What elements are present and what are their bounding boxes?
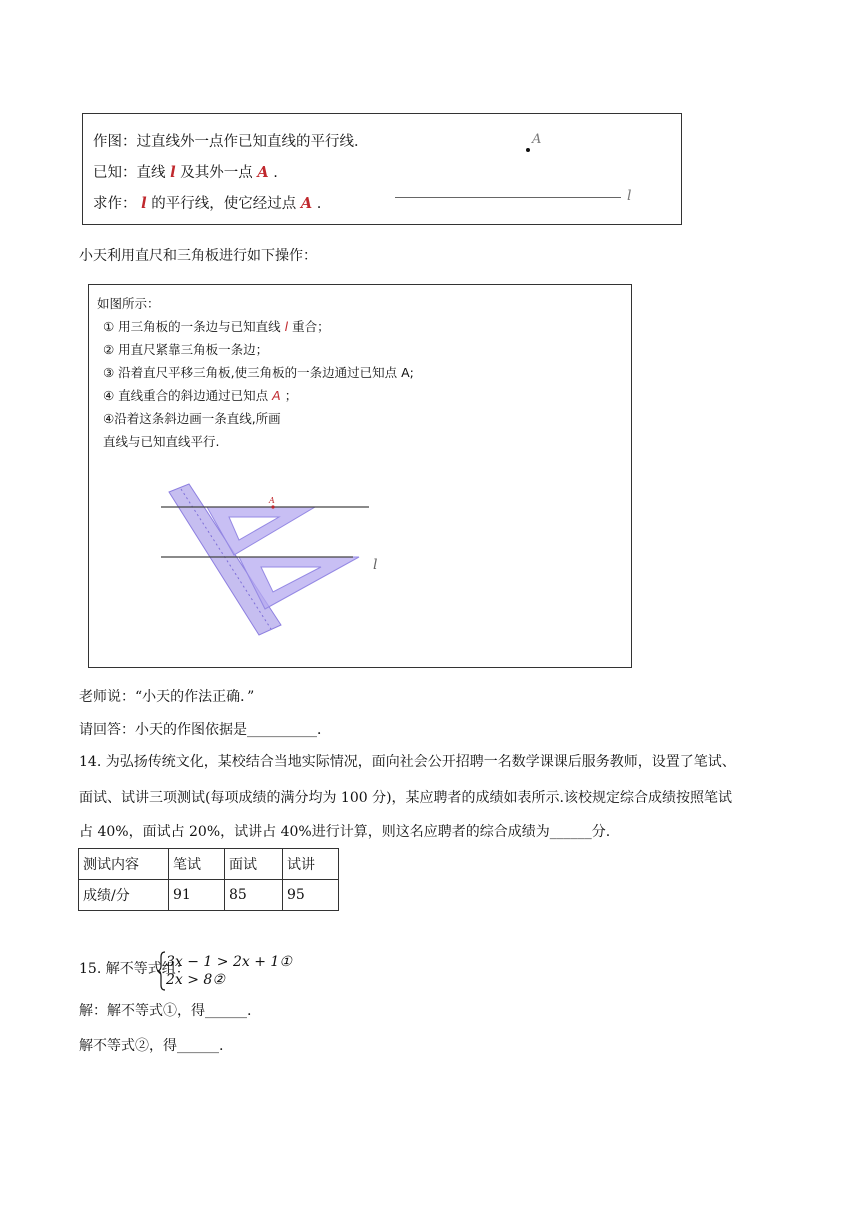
table-header-row [79, 849, 339, 880]
point-a-label: A [532, 132, 542, 147]
q15-label: 15. 解不等式组： [79, 961, 190, 977]
ruler-triangle-figure [89, 285, 633, 669]
line-l [395, 197, 621, 198]
point-a-dot [526, 148, 530, 152]
point-a-mark [271, 505, 274, 508]
task-line-2: 已知：直线 l 及其外一点 A . [93, 164, 278, 181]
inequality-system [166, 953, 292, 989]
task-line-3: 求作： l 的平行线，使它经过点 A . [93, 195, 322, 212]
q14-line-1: 14. 为弘扬传统文化，某校结合当地实际情况，面向社会公开招聘一名数学课课后服务教师，设置了笔试、 [79, 754, 736, 770]
score-table [78, 848, 339, 911]
fig-point-a-label: A [269, 496, 275, 505]
task-line-1: 作图：过直线外一点作已知直线的平行线． [93, 134, 369, 150]
table-cell: 85 [225, 880, 283, 911]
line-l-label: l [627, 188, 632, 204]
step-2: ② 用直尺紧靠三角板一条边； [103, 342, 269, 357]
step-6: 直线与已知直线平行. [103, 434, 220, 449]
step-3: ③ 沿着直尺平移三角板,使三角板的一条边通过已知点 A; [103, 365, 414, 380]
operation-steps-box [88, 284, 632, 668]
step-1: ① 用三角板的一条边与已知直线 l 重合； [103, 319, 330, 334]
table-cell: 91 [169, 880, 225, 911]
table-cell: 95 [283, 880, 339, 911]
teacher-remark: 老师说：“小天的作法正确．” [79, 689, 255, 705]
table-cell: 测试内容 [79, 849, 169, 880]
intro-text: 小天利用直尺和三角板进行如下操作： [79, 248, 317, 264]
q14-line-2: 面试、试讲三项测试(每项成绩的满分均为 100 分)，某应聘者的成绩如表所示.该校规定综合成绩按照笔试 [79, 790, 732, 806]
table-cell: 面试 [225, 849, 283, 880]
q15-solution-2: 解不等式②，得______. [79, 1038, 224, 1054]
step-5: ④沿着这条斜边画一条直线,所画 [103, 411, 281, 426]
q15-solution-1: 解：解不等式①，得______. [79, 1003, 252, 1019]
table-row [79, 880, 339, 911]
step-4: ④ 直线重合的斜边通过已知点 A ； [103, 388, 298, 403]
inequality-1: 3x − 1 > 2x + 1① [166, 954, 292, 970]
q14-line-3: 占 40%，面试占 20%，试讲占 40%进行计算，则这名应聘者的综合成绩为______分. [79, 824, 611, 840]
inequality-2: 2x > 8② [166, 972, 225, 988]
table-cell: 成绩/分 [79, 880, 169, 911]
fig-line-l-label: l [373, 557, 378, 573]
steps-title: 如图所示： [97, 296, 160, 311]
table-cell: 笔试 [169, 849, 225, 880]
table-cell: 试讲 [283, 849, 339, 880]
question-prompt: 请回答：小天的作图依据是__________． [79, 722, 331, 738]
construction-task-box [82, 113, 682, 225]
